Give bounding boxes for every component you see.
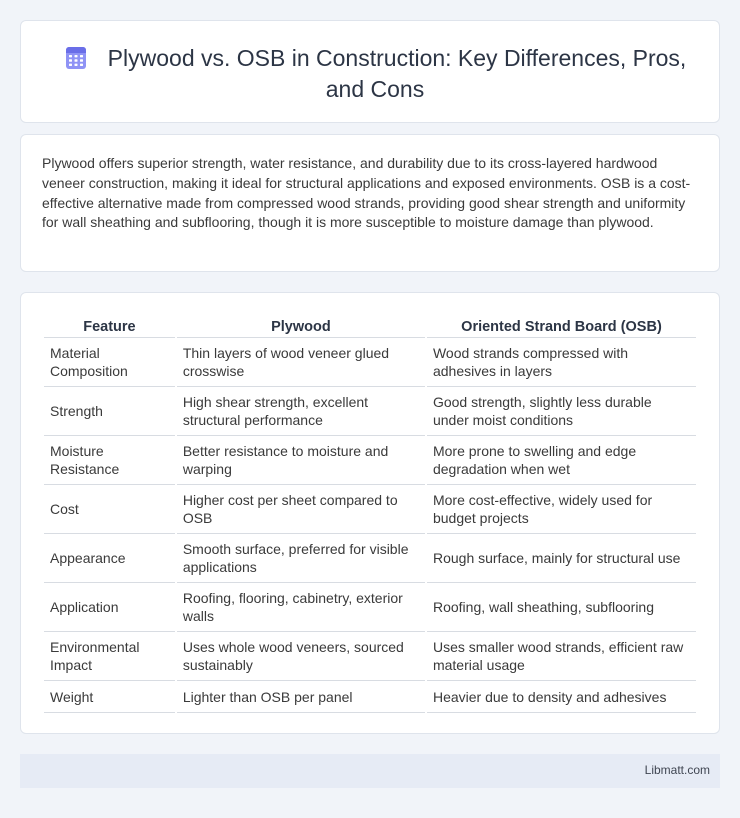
table-row: [44, 485, 696, 534]
table-row: [44, 436, 696, 485]
plywood-cell: Thin layers of wood veneer glued crosswise: [177, 338, 425, 387]
osb-cell: More cost-effective, widely used for budget projects: [427, 485, 696, 534]
comparison-card: [20, 292, 720, 734]
feature-cell: Cost: [44, 485, 175, 534]
title-card: [20, 20, 720, 123]
table-row: [44, 338, 696, 387]
comparison-table: [42, 313, 698, 713]
osb-cell: More prone to swelling and edge degradation when wet: [427, 436, 696, 485]
header-plywood: Plywood: [177, 313, 425, 338]
title-block: [51, 43, 699, 105]
feature-cell: Appearance: [44, 534, 175, 583]
plywood-cell: Lighter than OSB per panel: [177, 681, 425, 713]
plywood-cell: Roofing, flooring, cabinetry, exterior walls: [177, 583, 425, 632]
feature-cell: Application: [44, 583, 175, 632]
osb-cell: Rough surface, mainly for structural use: [427, 534, 696, 583]
osb-cell: Uses smaller wood strands, efficient raw material usage: [427, 632, 696, 681]
feature-cell: Material Composition: [44, 338, 175, 387]
osb-cell: Roofing, wall sheathing, subflooring: [427, 583, 696, 632]
osb-cell: Heavier due to density and adhesives: [427, 681, 696, 713]
header-osb: Oriented Strand Board (OSB): [427, 313, 696, 338]
osb-cell: Good strength, slightly less durable under moist conditions: [427, 387, 696, 436]
osb-cell: Wood strands compressed with adhesives in layers: [427, 338, 696, 387]
feature-cell: Environmental Impact: [44, 632, 175, 681]
plywood-cell: Smooth surface, preferred for visible applications: [177, 534, 425, 583]
table-row: [44, 387, 696, 436]
header-feature: Feature: [44, 313, 175, 338]
footer-bar: [20, 754, 720, 788]
table-header-row: [44, 313, 696, 338]
footer-brand[interactable]: Libmatt.com: [644, 763, 710, 777]
page-title: [51, 43, 699, 105]
summary-paragraph: Plywood offers superior strength, water resistance, and durability due to its cross-layered hardwood veneer construction, making it ideal for structural applications and exposed environments. OSB is a cost-effective alternative made from compressed wood strands, providing good shear strength and uniformity for wall sheathing and subflooring, though it is more susceptible to moisture damage than plywood.: [42, 155, 691, 231]
plywood-cell: High shear strength, excellent structural performance: [177, 387, 425, 436]
plywood-cell: Uses whole wood veneers, sourced sustainably: [177, 632, 425, 681]
table-row: [44, 681, 696, 713]
table-row: [44, 583, 696, 632]
summary-card: [20, 134, 720, 272]
feature-cell: Strength: [44, 387, 175, 436]
table-row: [44, 632, 696, 681]
feature-cell: Weight: [44, 681, 175, 713]
plywood-cell: Better resistance to moisture and warping: [177, 436, 425, 485]
plywood-cell: Higher cost per sheet compared to OSB: [177, 485, 425, 534]
feature-cell: Moisture Resistance: [44, 436, 175, 485]
table-row: [44, 534, 696, 583]
page-title-text: Plywood vs. OSB in Construction: Key Differences, Pros, and Cons: [107, 45, 687, 102]
calculator-grid-icon: [64, 46, 88, 70]
